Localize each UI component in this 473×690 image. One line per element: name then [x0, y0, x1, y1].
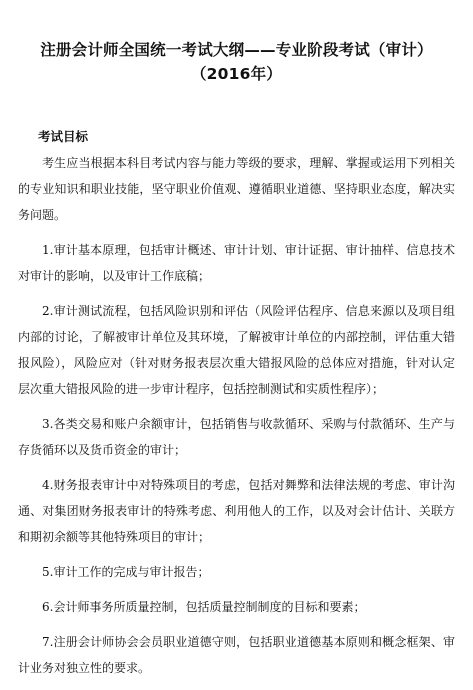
- paragraph-intro: 考生应当根据本科目考试内容与能力等级的要求，理解、掌握或运用下列相关的专业知识和职业技能，坚守职业价值观、遵循职业道德、坚持职业态度，解决实务问题。: [18, 156, 455, 222]
- paragraph-item-3: 3.各类交易和账户余额审计，包括销售与收款循环、采购与付款循环、生产与存货循环以及货币资金的审计；: [18, 417, 455, 457]
- section-heading: 考试目标: [38, 129, 89, 144]
- paragraph-item-7: 7.注册会计师协会会员职业道德守则，包括职业道德基本原则和概念框架、审计业务对独立性的要求。: [18, 635, 455, 675]
- paragraph-item-6: 6.会计师事务所质量控制，包括质量控制制度的目标和要素；: [42, 600, 366, 614]
- document-title: [20, 38, 453, 86]
- paragraph-item-4: 4.财务报表审计中对特殊项目的考虑，包括对舞弊和法律法规的考虑、审计沟通、对集团财务报表审计的特殊考虑、利用他人的工作，以及对会计估计、关联方和期初余额等其他特殊项目的审计；: [18, 478, 455, 544]
- paragraph-item-2: 2.审计测试流程，包括风险识别和评估（风险评估程序、信息来源以及项目组内部的讨论，了解被审计单位及其环境，了解被审计单位的内部控制，评估重大错报风险），风险应对（针对财务报表层次重大错报风险的总体应对措施，针对认定层次重大错报风险的进一步审计程序，包括控制测试和实质性程序）；: [18, 304, 455, 396]
- title-line-2: （2016年）: [190, 65, 283, 83]
- paragraph-item-5: 5.审计工作的完成与审计报告；: [42, 565, 210, 579]
- title-line-1: 注册会计师全国统一考试大纲——专业阶段考试（审计）: [40, 41, 433, 59]
- body-text: [18, 150, 455, 690]
- paragraph-item-1: 1.审计基本原理，包括审计概述、审计计划、审计证据、审计抽样、信息技术对审计的影响，以及审计工作底稿；: [18, 243, 455, 283]
